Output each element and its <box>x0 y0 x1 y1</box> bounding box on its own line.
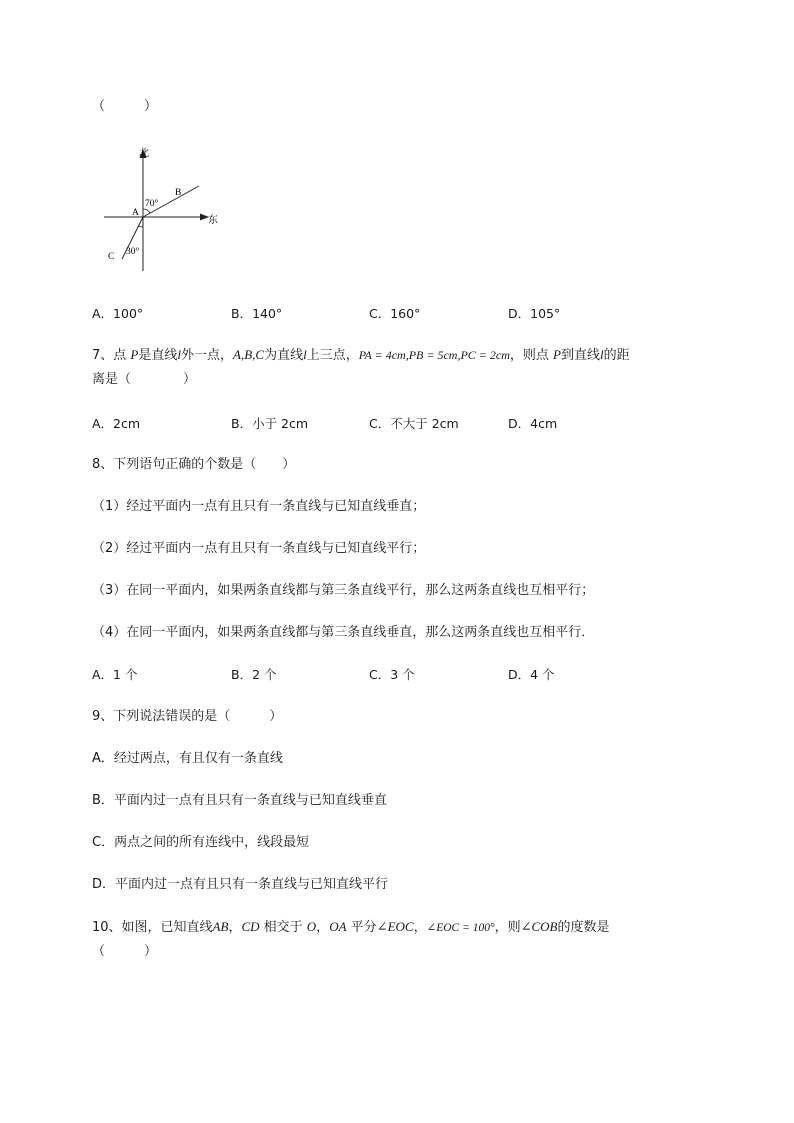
q8-option-d[interactable]: D．4 个 <box>508 667 555 682</box>
q6-direction-figure <box>95 143 235 283</box>
angle-arc-30 <box>139 226 144 227</box>
q9-stem: 9、下列说法错误的是（ ） <box>92 709 283 724</box>
q6-option-a[interactable]: A．100° <box>92 306 144 321</box>
angle-30-label: 30° <box>126 247 140 257</box>
q6-answer-paren: （ ） <box>92 99 158 114</box>
q8-option-a[interactable]: A．1 个 <box>92 667 138 682</box>
point-b-label: B <box>175 188 182 198</box>
q7-option-b[interactable]: B．小于 2cm <box>231 416 309 431</box>
q7-option-a[interactable]: A．2cm <box>92 416 141 431</box>
point-c-label: C <box>108 252 115 262</box>
angle-70-label: 70° <box>145 199 159 209</box>
east-label: 东 <box>208 215 218 226</box>
q6-option-b[interactable]: B．140° <box>231 306 283 321</box>
q10-stem: 10、如图，已知直线AB，CD 相交于 O，OA 平分∠EOC，∠EOC = 100°，则∠COB的度数是 <box>92 919 610 935</box>
q8-statement-4: （4）在同一平面内，如果两条直线都与第三条直线垂直，那么这两条直线也互相平行． <box>92 625 595 640</box>
q10-stem-line2: （ ） <box>92 944 158 959</box>
north-label: 北 <box>139 148 149 159</box>
q7-stem-line2: 离是（ ） <box>92 372 197 387</box>
q9-option-c[interactable]: C．两点之间的所有连线中，线段最短 <box>92 835 310 850</box>
q9-option-b[interactable]: B．平面内过一点有且只有一条直线与已知直线垂直 <box>92 793 387 808</box>
angle-arc-70 <box>143 209 150 213</box>
q7-option-c[interactable]: C．不大于 2cm <box>369 416 459 431</box>
q8-stem: 8、下列语句正确的个数是（ ） <box>92 457 296 472</box>
q8-statement-2: （2）经过平面内一点有且只有一条直线与已知直线平行； <box>92 541 426 556</box>
q8-option-c[interactable]: C．3 个 <box>369 667 415 682</box>
q8-statement-1: （1）经过平面内一点有且只有一条直线与已知直线垂直； <box>92 499 426 514</box>
q6-option-d[interactable]: D．105° <box>508 306 561 321</box>
point-a-label: A <box>132 208 139 218</box>
q9-option-d[interactable]: D．平面内过一点有且只有一条直线与已知直线平行 <box>92 877 389 892</box>
q7-stem: 7、点 P是直线l外一点，A,B,C为直线l上三点，PA = 4cm,PB = 5cm,PC = 2cm，则点 P到直线l的距 <box>92 347 630 363</box>
q9-option-a[interactable]: A．经过两点，有且仅有一条直线 <box>92 751 283 766</box>
q8-statement-3: （3）在同一平面内，如果两条直线都与第三条直线平行，那么这两条直线也互相平行； <box>92 583 595 598</box>
q6-option-c[interactable]: C．160° <box>369 306 421 321</box>
q7-option-d[interactable]: D．4cm <box>508 416 558 431</box>
q8-option-b[interactable]: B．2 个 <box>231 667 277 682</box>
